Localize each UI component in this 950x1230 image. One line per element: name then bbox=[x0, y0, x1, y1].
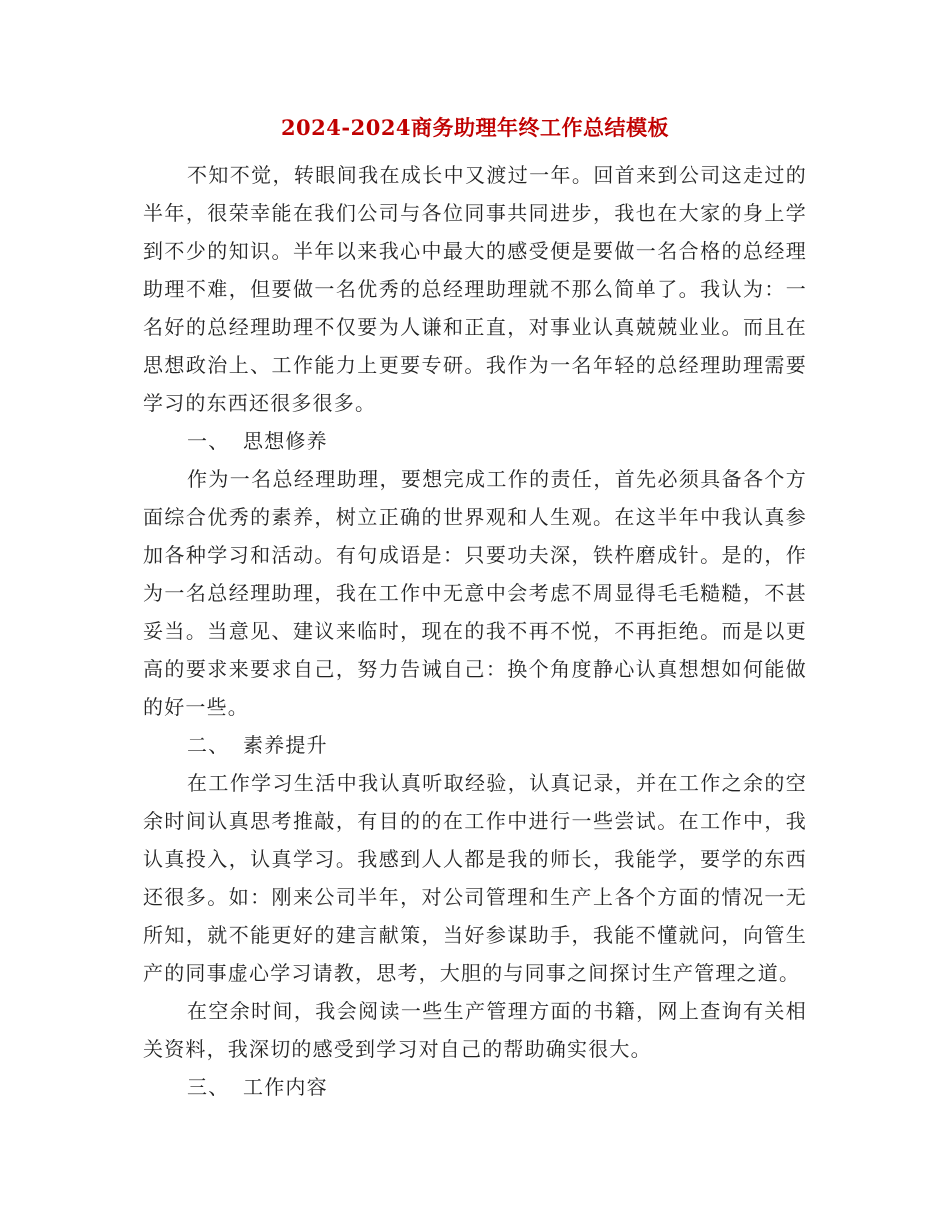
section-title: 工作内容 bbox=[243, 1075, 328, 1099]
paragraph-improvement: 在工作学习生活中我认真听取经验，认真记录，并在工作之余的空余时间认真思考推敲，有目的的在工作中进行一些尝试。在工作中，我认真投入，认真学习。我感到人人都是我的师长，我能学，要学的东西还很多。如：刚来公司半年，对公司管理和生产上各个方面的情况一无所知，就不能更好的建言献策，当好参谋助手，我能不懂就问，向管生产的同事虚心学习请教，思考，大胆的与同事之间探讨生产管理之道。 bbox=[143, 771, 807, 985]
section-heading-2 bbox=[143, 726, 807, 764]
section-heading-3 bbox=[143, 1068, 807, 1106]
paragraph-spare-time: 在空余时间，我会阅读一些生产管理方面的书籍，网上查询有关相关资料，我深切的感受到学习对自己的帮助确实很大。 bbox=[143, 999, 807, 1061]
paragraph-intro: 不知不觉，转眼间我在成长中又渡过一年。回首来到公司这走过的半年，很荣幸能在我们公司与各位同事共同进步，我也在大家的身上学到不少的知识。半年以来我心中最大的感受便是要做一名合格的总经理助理不难，但要做一名优秀的总经理助理就不那么简单了。我认为：一名好的总经理助理不仅要为人谦和正直，对事业认真兢兢业业。而且在思想政治上、工作能力上更要专研。我作为一名年轻的总经理助理需要学习的东西还很多很多。 bbox=[143, 163, 807, 415]
section-heading-1 bbox=[143, 422, 807, 460]
document-page bbox=[143, 110, 807, 1106]
section-number: 三、 bbox=[187, 1075, 230, 1099]
section-title: 思想修养 bbox=[243, 429, 328, 453]
section-number: 二、 bbox=[187, 733, 230, 757]
paragraph-thought: 作为一名总经理助理，要想完成工作的责任，首先必须具备各个方面综合优秀的素养，树立正确的世界观和人生观。在这半年中我认真参加各种学习和活动。有句成语是：只要功夫深，铁杵磨成针。是的，作为一名总经理助理，我在工作中无意中会考虑不周显得毛毛糙糙，不甚妥当。当意见、建议来临时，现在的我不再不悦，不再拒绝。而是以更高的要求来要求自己，努力告诫自己：换个角度静心认真想想如何能做的好一些。 bbox=[143, 467, 807, 719]
section-title: 素养提升 bbox=[243, 733, 328, 757]
document-title: 2024-2024商务助理年终工作总结模板 bbox=[280, 115, 670, 140]
section-number: 一、 bbox=[187, 429, 230, 453]
